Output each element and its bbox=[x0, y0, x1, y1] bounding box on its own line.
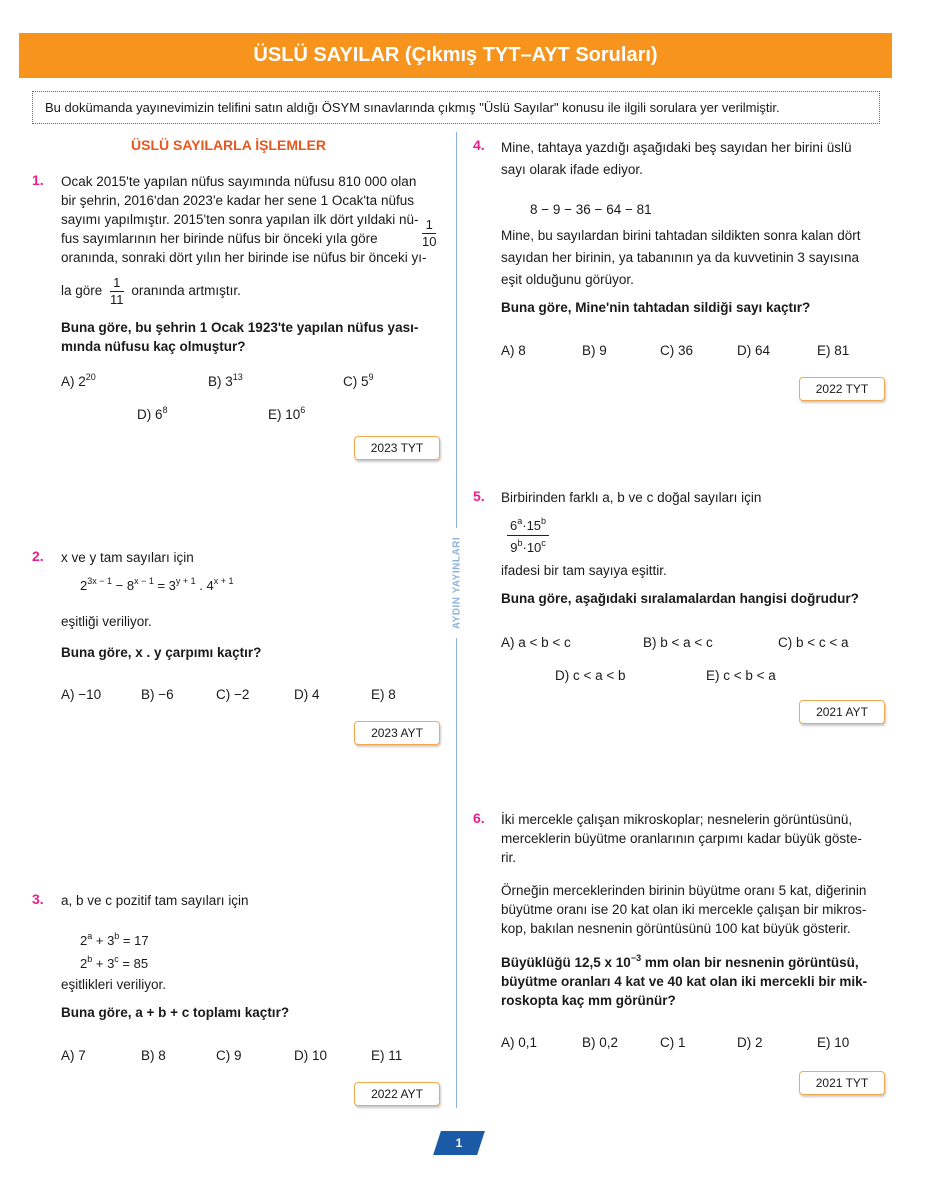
question-6 bbox=[501, 810, 891, 1010]
q6-line: İki mercekle çalışan mikroskoplar; nesnelerin görüntüsünü, bbox=[501, 812, 853, 827]
option-d[interactable]: D) 4 bbox=[294, 687, 320, 702]
page-number-badge bbox=[433, 1131, 485, 1155]
side-label-text: AYDIN YAYINLARI bbox=[451, 536, 463, 630]
q4-numbers: 8 − 9 − 36 − 64 − 81 bbox=[530, 202, 652, 217]
exam-tag: 2022 TYT bbox=[799, 377, 885, 401]
option-b[interactable]: B) −6 bbox=[141, 687, 174, 702]
q6-line: merceklerin büyütme oranlarının çarpımı kadar büyük göste- bbox=[501, 831, 862, 846]
q1-line: la göre bbox=[61, 283, 103, 299]
q6-question: büyütme oranları 4 kat ve 40 kat olan iki mercekli bir mik- bbox=[501, 974, 868, 989]
fraction-one-eleventh: $\frac{1}{11}$ bbox=[110, 275, 124, 307]
intro-note bbox=[32, 91, 880, 124]
option-c[interactable]: C) 1 bbox=[660, 1035, 686, 1050]
q4-options bbox=[501, 343, 886, 363]
q6-options bbox=[501, 1035, 886, 1055]
q3-options bbox=[61, 1048, 446, 1068]
option-a[interactable]: A) 7 bbox=[61, 1048, 86, 1063]
option-b[interactable]: B) $3^{13}$ bbox=[208, 372, 243, 389]
question-3 bbox=[61, 891, 446, 1022]
exam-tag: 2022 AYT bbox=[354, 1082, 440, 1106]
q3-question: Buna göre, a + b + c toplamı kaçtır? bbox=[61, 1005, 290, 1020]
q6-question: roskopta kaç mm görünür? bbox=[501, 993, 676, 1008]
q5-intro: Birbirinden farklı a, b ve c doğal sayıları için bbox=[501, 490, 762, 505]
q1-question: Buna göre, bu şehrin 1 Ocak 1923'te yapılan nüfus yası- bbox=[61, 320, 419, 335]
option-e[interactable]: E) 81 bbox=[817, 343, 850, 358]
q6-line: Örneğin merceklerinden birinin büyütme oranı 5 kat, diğerinin bbox=[501, 883, 867, 898]
q3-intro: a, b ve c pozitif tam sayıları için bbox=[61, 893, 249, 908]
q3-equation-2: $2^b + 3^c = 85$ bbox=[80, 954, 149, 971]
q2-given: eşitliği veriliyor. bbox=[61, 614, 152, 629]
option-e[interactable]: E) 8 bbox=[371, 687, 396, 702]
question-2 bbox=[61, 548, 446, 662]
question-number: 4. bbox=[473, 137, 485, 153]
q1-line: oranında, sonraki dört yılın her birinde ise nüfus bir önceki yı- bbox=[61, 250, 427, 265]
publisher-side-label bbox=[448, 528, 466, 638]
option-a[interactable]: A) 0,1 bbox=[501, 1035, 538, 1050]
q1-question: mında nüfusu kaç olmuştur? bbox=[61, 339, 246, 354]
option-d[interactable]: D) c < a < b bbox=[555, 668, 626, 683]
q3-given: eşitlikleri veriliyor. bbox=[61, 977, 167, 992]
q4-line: Mine, bu sayılardan birini tahtadan sildikten sonra kalan dört bbox=[501, 228, 861, 243]
question-1 bbox=[61, 172, 446, 356]
option-e[interactable]: E) 11 bbox=[371, 1048, 403, 1063]
q3-equation-1: $2^a + 3^b = 17$ bbox=[80, 931, 149, 948]
q6-line: kop, bakılan nesnenin görüntüsünü 100 kat büyük gösterir. bbox=[501, 921, 851, 936]
option-c[interactable]: C) 9 bbox=[216, 1048, 242, 1063]
option-e[interactable]: E) c < b < a bbox=[706, 668, 776, 683]
exam-tag: 2021 TYT bbox=[799, 1071, 885, 1095]
q4-question: Buna göre, Mine'nin tahtadan sildiği sayı kaçtır? bbox=[501, 300, 811, 315]
page-number: 1 bbox=[455, 1136, 463, 1150]
q6-question: Büyüklüğü 12,5 x $10^{-3}$ mm olan bir nesnenin görüntüsü, bbox=[501, 953, 859, 970]
q1-options bbox=[61, 374, 446, 434]
q5-numerator: $6^a\cdot 15^b$ bbox=[507, 517, 549, 536]
q5-denominator: $9^b\cdot 10^c$ bbox=[510, 538, 546, 555]
question-4 bbox=[501, 137, 891, 319]
question-number: 1. bbox=[32, 172, 44, 188]
option-b[interactable]: B) 0,2 bbox=[582, 1035, 619, 1050]
option-d[interactable]: D) $6^8$ bbox=[137, 405, 168, 422]
page-header bbox=[19, 33, 892, 78]
option-a[interactable]: A) 8 bbox=[501, 343, 526, 358]
exam-tag: 2021 AYT bbox=[799, 700, 885, 724]
q4-line: sayı olarak ifade ediyor. bbox=[501, 162, 643, 177]
question-number: 6. bbox=[473, 810, 485, 826]
option-e[interactable]: E) $10^6$ bbox=[268, 405, 306, 422]
option-a[interactable]: A) a < b < c bbox=[501, 635, 571, 650]
question-number: 2. bbox=[32, 548, 44, 564]
question-5 bbox=[501, 488, 891, 608]
option-a[interactable]: A) −10 bbox=[61, 687, 102, 702]
q4-line: Mine, tahtaya yazdığı aşağıdaki beş sayıdan her birini üslü bbox=[501, 140, 852, 155]
q1-line: sayımı yapılmıştır. 2015'ten sonra yapılan ilk dört yıldaki nü- bbox=[61, 212, 419, 227]
option-b[interactable]: B) b < a < c bbox=[643, 635, 713, 650]
option-c[interactable]: C) $5^9$ bbox=[343, 372, 374, 389]
exam-tag: 2023 TYT bbox=[354, 436, 440, 460]
q2-intro: x ve y tam sayıları için bbox=[61, 550, 194, 565]
option-c[interactable]: C) b < c < a bbox=[778, 635, 849, 650]
q5-options bbox=[501, 635, 886, 685]
question-number: 3. bbox=[32, 891, 44, 907]
option-d[interactable]: D) 64 bbox=[737, 343, 771, 358]
q1-line: bir şehrin, 2016'dan 2023'e kadar her sene 1 Ocak'ta nüfus bbox=[61, 193, 414, 208]
question-number: 5. bbox=[473, 488, 485, 504]
fraction-one-tenth: $\frac{1}{10}$ bbox=[422, 217, 437, 249]
option-c[interactable]: C) 36 bbox=[660, 343, 694, 358]
option-d[interactable]: D) 10 bbox=[294, 1048, 328, 1063]
q1-line: oranında artmıştır. bbox=[131, 283, 241, 299]
q6-line: büyütme oranı ise 20 kat olan iki mercekle çalışan bir mikros- bbox=[501, 902, 867, 917]
page-title: ÜSLÜ SAYILAR (Çıkmış TYT–AYT Soruları) bbox=[253, 44, 658, 66]
q5-fraction bbox=[507, 517, 549, 558]
q5-question: Buna göre, aşağıdaki sıralamalardan hangisi doğrudur? bbox=[501, 591, 859, 606]
q4-line: eşit olduğunu görüyor. bbox=[501, 272, 634, 287]
option-d[interactable]: D) 2 bbox=[737, 1035, 763, 1050]
q2-equation: $2^{3x - 1} - 8^{x - 1} = 3^{y + 1}$ . $4^{x + 1}$ bbox=[80, 576, 234, 593]
exam-tag: 2023 AYT bbox=[354, 721, 440, 745]
q2-options bbox=[61, 687, 446, 707]
option-b[interactable]: B) 9 bbox=[582, 343, 607, 358]
q5-given: ifadesi bir tam sayıya eşittir. bbox=[501, 563, 667, 578]
option-c[interactable]: C) −2 bbox=[216, 687, 250, 702]
section-title: ÜSLÜ SAYILARLA İŞLEMLER bbox=[131, 137, 326, 153]
option-a[interactable]: A) $2^{20}$ bbox=[61, 372, 96, 389]
q4-line: sayıdan her birinin, ya tabanının ya da kuvvetinin 3 sayısına bbox=[501, 250, 859, 265]
q1-line: Ocak 2015'te yapılan nüfus sayımında nüfusu 810 000 olan bbox=[61, 174, 417, 189]
option-e[interactable]: E) 10 bbox=[817, 1035, 850, 1050]
option-b[interactable]: B) 8 bbox=[141, 1048, 166, 1063]
q6-line: rir. bbox=[501, 850, 516, 865]
q1-line: fus sayımlarının her birinde nüfus bir önceki yıla göre bbox=[61, 231, 378, 246]
q2-question: Buna göre, x . y çarpımı kaçtır? bbox=[61, 645, 262, 660]
intro-text: Bu dokümanda yayınevimizin telifini satın aldığı ÖSYM sınavlarında çıkmış "Üslü Sayılar" konusu ile ilgili sorulara yer verilmiştir. bbox=[45, 100, 780, 115]
